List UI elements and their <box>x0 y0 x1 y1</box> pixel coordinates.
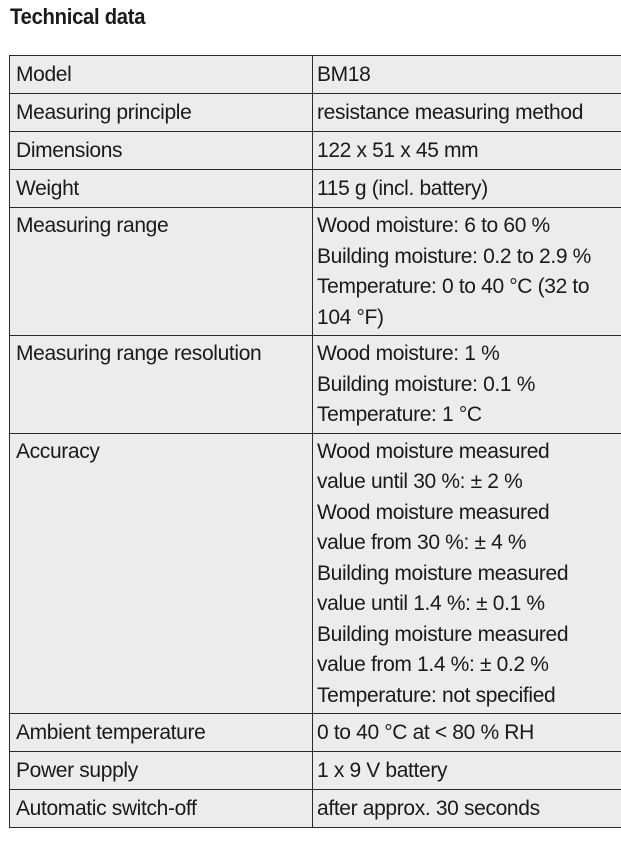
spec-label: Measuring range <box>10 208 313 336</box>
spec-value-line: 122 x 51 x 45 mm <box>317 139 479 162</box>
table-row <box>10 752 621 790</box>
spec-value-line: 0 to 40 °C at < 80 % RH <box>317 721 534 744</box>
spec-label: Accuracy <box>10 433 313 714</box>
spec-value-line: value until 30 %: ± 2 % <box>317 470 523 493</box>
spec-value-line: resistance measuring method <box>317 101 584 124</box>
spec-value-line: value from 1.4 %: ± 0.2 % <box>317 653 549 676</box>
spec-value <box>313 336 621 434</box>
spec-value-line: 115 g (incl. battery) <box>317 177 488 200</box>
table-row <box>10 94 621 132</box>
spec-value-line: Building moisture: 0.1 % <box>317 372 536 396</box>
spec-value-line: value from 30 %: ± 4 % <box>317 531 527 554</box>
spec-value <box>313 790 621 828</box>
spec-value <box>313 170 621 208</box>
spec-value-line: value until 1.4 %: ± 0.1 % <box>317 592 545 615</box>
table-row <box>10 714 621 752</box>
spec-value-line: 1 x 9 V battery <box>317 759 448 782</box>
spec-value-line: Temperature: 1 °C <box>317 403 482 426</box>
spec-value-line: after approx. 30 seconds <box>317 797 540 820</box>
spec-label: Model <box>10 56 313 94</box>
spec-value <box>313 132 621 170</box>
spec-value-line: Building moisture measured <box>317 622 569 646</box>
spec-value <box>313 208 621 336</box>
table-row <box>10 336 621 434</box>
spec-value-line: Wood moisture measured <box>317 439 550 463</box>
table-row <box>10 170 621 208</box>
spec-value-line: Temperature: not specified <box>317 683 556 707</box>
spec-value-line: Wood moisture measured <box>317 500 550 524</box>
table-row <box>10 790 621 828</box>
spec-value-line: 104 °F) <box>317 305 384 329</box>
spec-label: Weight <box>10 170 313 208</box>
spec-value-line: Wood moisture: 1 % <box>317 342 500 365</box>
table-row <box>10 132 621 170</box>
spec-value-line: Wood moisture: 6 to 60 % <box>317 214 550 237</box>
spec-value-line: BM18 <box>317 63 371 86</box>
table-row <box>10 56 621 94</box>
spec-label: Ambient temperature <box>10 714 313 752</box>
spec-value <box>313 752 621 790</box>
spec-label: Measuring principle <box>10 94 313 132</box>
spec-label: Automatic switch-off <box>10 790 313 828</box>
page-title: Technical data <box>10 4 146 29</box>
spec-value <box>313 714 621 752</box>
spec-label: Dimensions <box>10 132 313 170</box>
spec-value <box>313 56 621 94</box>
spec-value <box>313 433 621 714</box>
spec-value-line: Temperature: 0 to 40 °C (32 to <box>317 275 590 298</box>
table-row <box>10 208 621 336</box>
spec-value <box>313 94 621 132</box>
technical-data-table <box>9 55 621 828</box>
spec-label: Power supply <box>10 752 313 790</box>
spec-label: Measuring range resolution <box>10 336 313 434</box>
table-row <box>10 433 621 714</box>
spec-value-line: Building moisture: 0.2 to 2.9 % <box>317 244 591 268</box>
spec-value-line: Building moisture measured <box>317 561 569 585</box>
